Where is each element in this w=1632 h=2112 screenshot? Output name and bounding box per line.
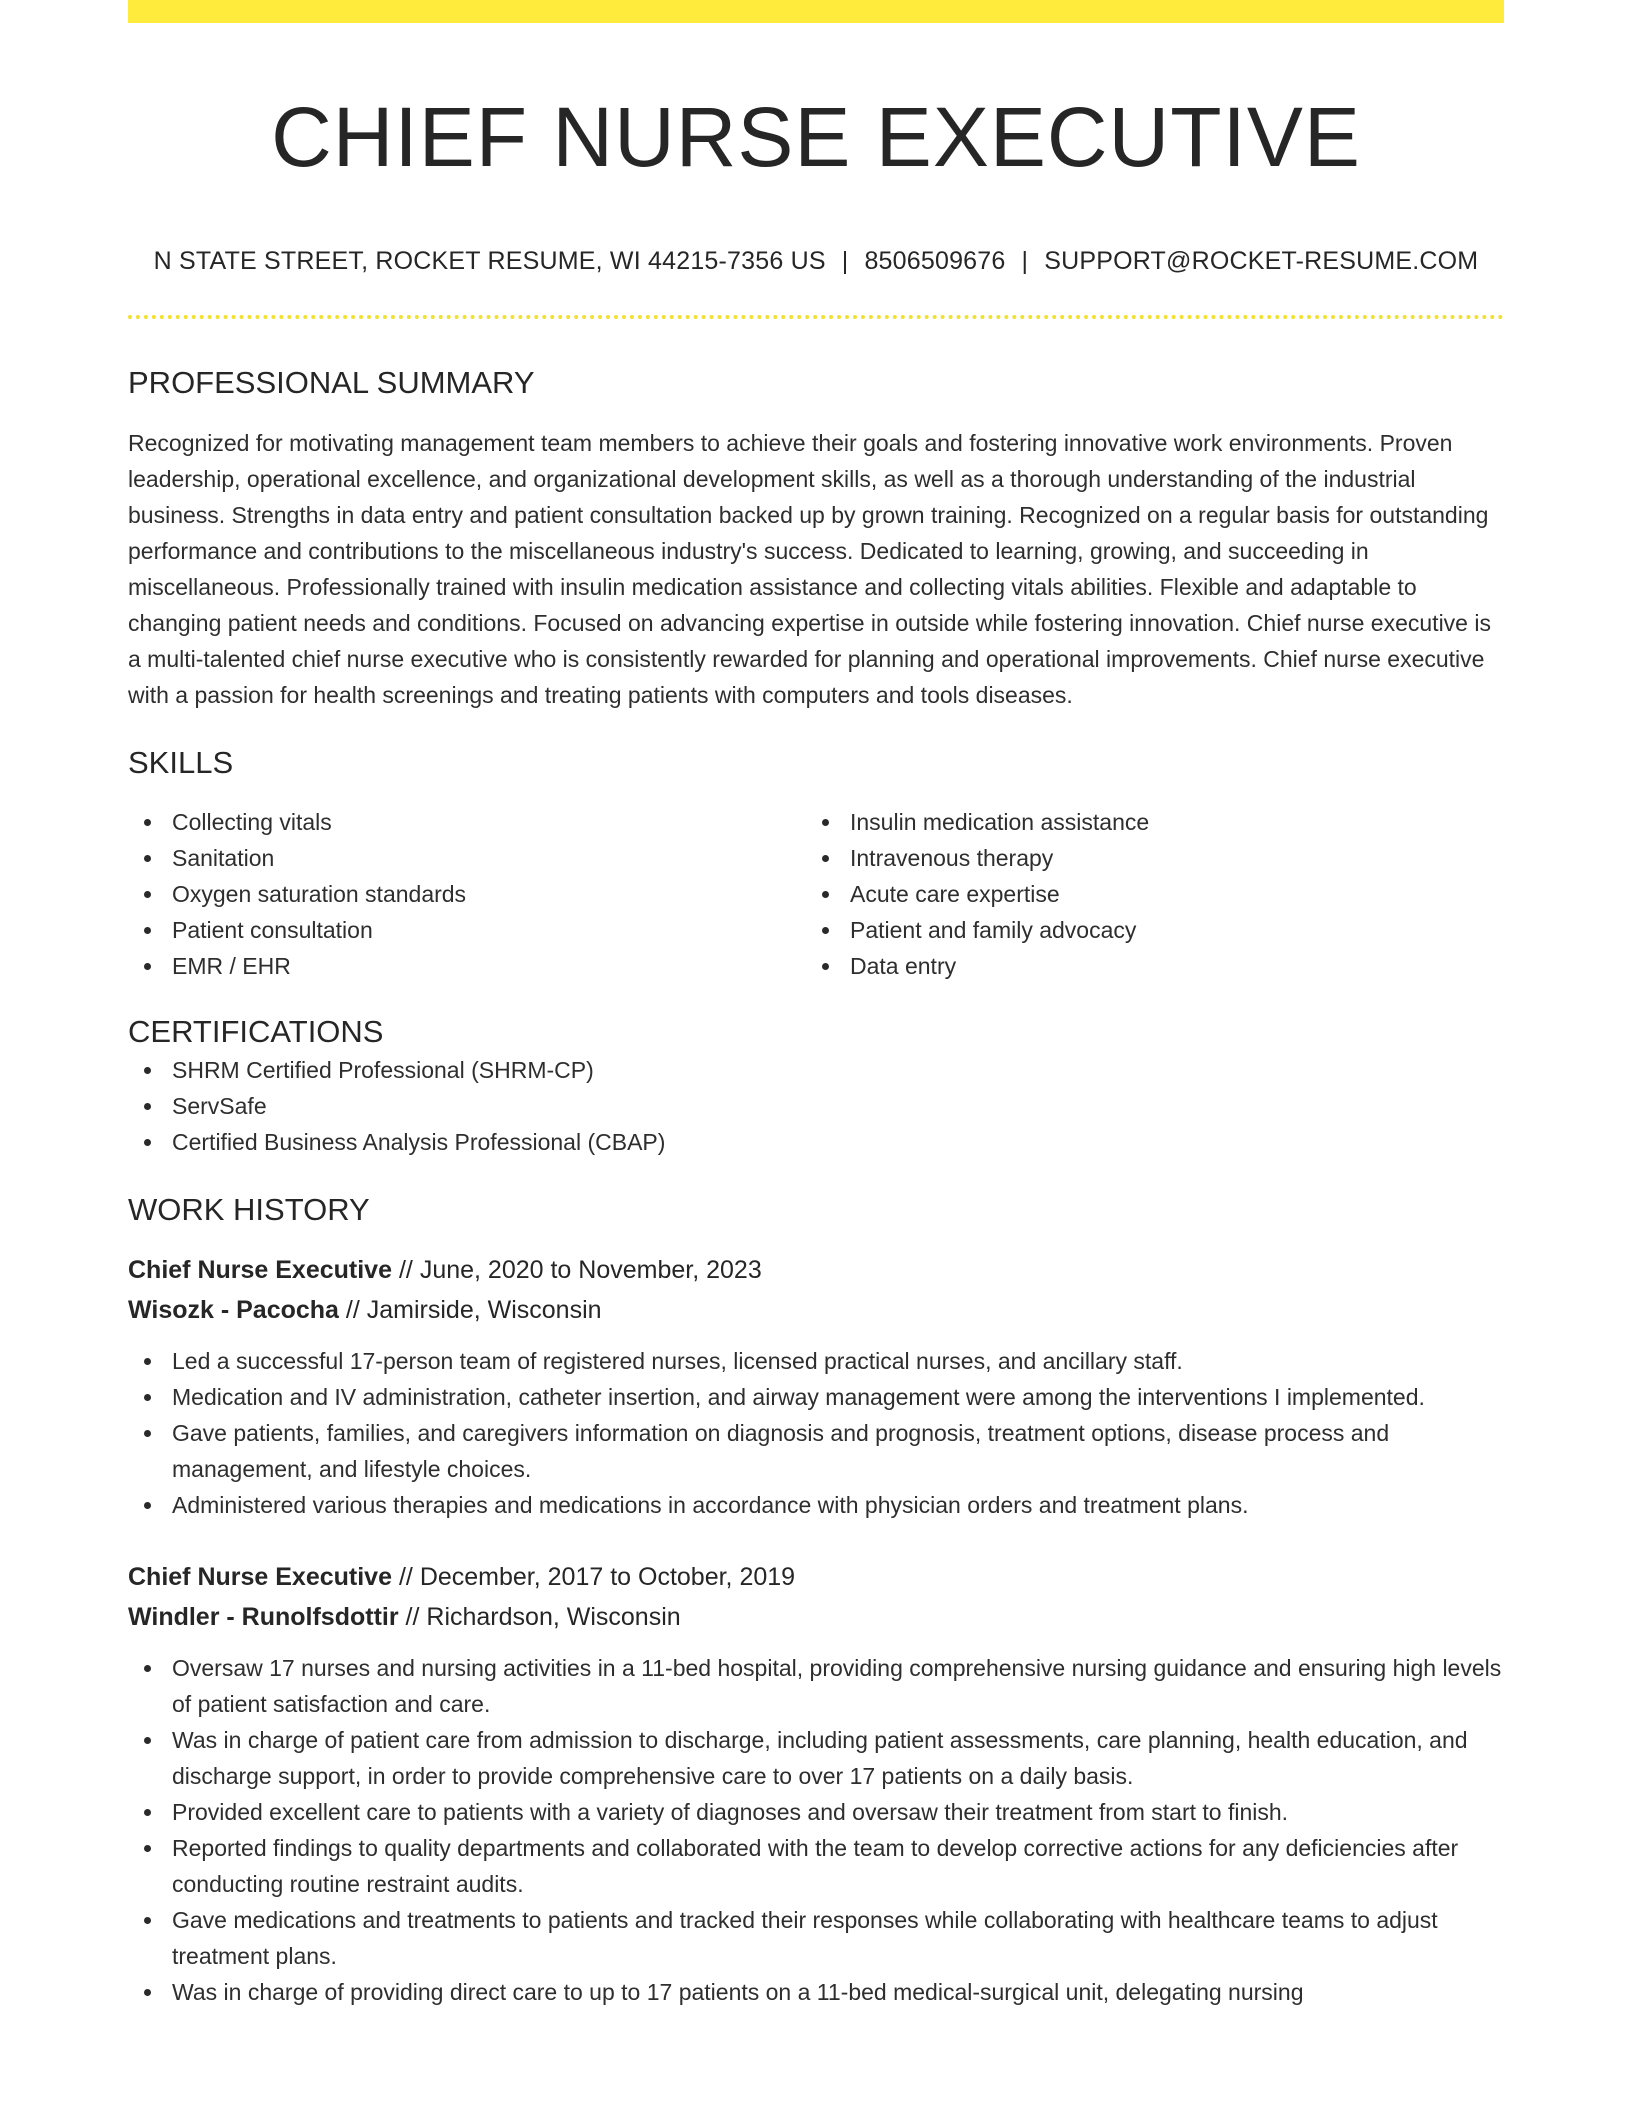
job-location: Richardson, Wisconsin (426, 1603, 681, 1631)
certifications-list (128, 1052, 1504, 1160)
job-title-line (128, 1557, 1504, 1597)
contact-address: N STATE STREET, ROCKET RESUME, WI 44215-7356 US (153, 247, 826, 275)
job-bullet: Oversaw 17 nurses and nursing activities in a 11-bed hospital, providing comprehensive nursing guidance and ensuring high levels of patient satisfaction and care. (128, 1650, 1504, 1722)
job-location: Jamirside, Wisconsin (366, 1296, 602, 1324)
job-divider: // (398, 1256, 413, 1284)
skill-item: Intravenous therapy (806, 840, 1504, 876)
contact-line (128, 245, 1504, 277)
job-bullet: Was in charge of patient care from admission to discharge, including patient assessments, care planning, health education, and discharge support, in order to provide comprehensive care to over 17 patients on a daily basis. (128, 1722, 1504, 1794)
skill-item: Patient and family advocacy (806, 912, 1504, 948)
summary-heading: PROFESSIONAL SUMMARY (128, 365, 535, 400)
job-title: Chief Nurse Executive (128, 1563, 392, 1591)
skill-item: Data entry (806, 948, 1504, 984)
resume-name: CHIEF NURSE EXECUTIVE (271, 90, 1361, 184)
work-history-heading: WORK HISTORY (128, 1192, 370, 1227)
skills-heading: SKILLS (128, 745, 234, 780)
skill-item: EMR / EHR (128, 948, 806, 984)
skill-item: Collecting vitals (128, 804, 806, 840)
job-company-line (128, 1597, 1504, 1637)
summary-text: Recognized for motivating management team members to achieve their goals and fostering innovative work environments. Proven leadership, operational excellence, and organizational development skills, as well as a thorough understanding of the industrial business. Strengths in data entry and patient consultation backed up by grown training. Recognized on a regular basis for outstanding performance and contributions to the miscellaneous industry's success. Dedicated to learning, growing, and succeeding in miscellaneous. Professionally trained with insulin medication assistance and collecting vitals abilities. Flexible and adaptable to changing patient needs and conditions. Focused on advancing expertise in outside while fostering innovation. Chief nurse executive is a multi-talented chief nurse executive who is consistently rewarded for planning and operational improvements. Chief nurse executive with a passion for health screenings and treating patients with computers and tools diseases. (128, 430, 1491, 708)
certification-item: Certified Business Analysis Professional (CBAP) (128, 1124, 1504, 1160)
skills-list (128, 804, 1504, 984)
skill-item: Insulin medication assistance (806, 804, 1504, 840)
job-bullet: Administered various therapies and medications in accordance with physician orders and treatment plans. (128, 1487, 1504, 1523)
job-dates: December, 2017 to October, 2019 (419, 1563, 796, 1591)
dotted-divider (128, 315, 1504, 319)
job-bullet: Was in charge of providing direct care to up to 17 patients on a 11-bed medical-surgical unit, delegating nursing (128, 1974, 1504, 2010)
skills-column-right (806, 804, 1504, 984)
skill-item: Oxygen saturation standards (128, 876, 806, 912)
contact-email: SUPPORT@ROCKET-RESUME.COM (1044, 247, 1479, 275)
job-bullet: Reported findings to quality departments and collaborated with the team to develop corrective actions for any deficiencies after conducting routine restraint audits. (128, 1830, 1504, 1902)
accent-top-bar (128, 0, 1504, 23)
job-bullet: Provided excellent care to patients with a variety of diagnoses and oversaw their treatment from start to finish. (128, 1794, 1504, 1830)
job-company-line (128, 1290, 1504, 1330)
resume-page (128, 0, 1504, 2010)
contact-separator: | (1021, 247, 1029, 275)
certifications-heading: CERTIFICATIONS (128, 1014, 384, 1049)
skills-column-left (128, 804, 806, 984)
job-bullet: Medication and IV administration, catheter insertion, and airway management were among the interventions I implemented. (128, 1379, 1504, 1415)
job-bullets (128, 1650, 1504, 2010)
skill-item: Patient consultation (128, 912, 806, 948)
job-company: Wisozk - Pacocha (128, 1296, 339, 1324)
job-bullets (128, 1343, 1504, 1523)
job-company: Windler - Runolfsdottir (128, 1603, 399, 1631)
job-bullet: Gave patients, families, and caregivers information on diagnosis and prognosis, treatment options, disease process and management, and lifestyle choices. (128, 1415, 1504, 1487)
job-bullet: Gave medications and treatments to patients and tracked their responses while collaborating with healthcare teams to adjust treatment plans. (128, 1902, 1504, 1974)
contact-phone: 8506509676 (864, 247, 1006, 275)
job-divider: // (345, 1296, 360, 1324)
job-divider: // (398, 1563, 413, 1591)
certification-item: ServSafe (128, 1088, 1504, 1124)
job-entry (128, 1250, 1504, 1523)
contact-separator: | (841, 247, 849, 275)
job-divider: // (405, 1603, 420, 1631)
certification-item: SHRM Certified Professional (SHRM-CP) (128, 1052, 1504, 1088)
job-title-line (128, 1250, 1504, 1290)
skill-item: Sanitation (128, 840, 806, 876)
skill-item: Acute care expertise (806, 876, 1504, 912)
job-title: Chief Nurse Executive (128, 1256, 392, 1284)
job-bullet: Led a successful 17-person team of registered nurses, licensed practical nurses, and ancillary staff. (128, 1343, 1504, 1379)
job-entry (128, 1557, 1504, 2010)
job-dates: June, 2020 to November, 2023 (419, 1256, 762, 1284)
